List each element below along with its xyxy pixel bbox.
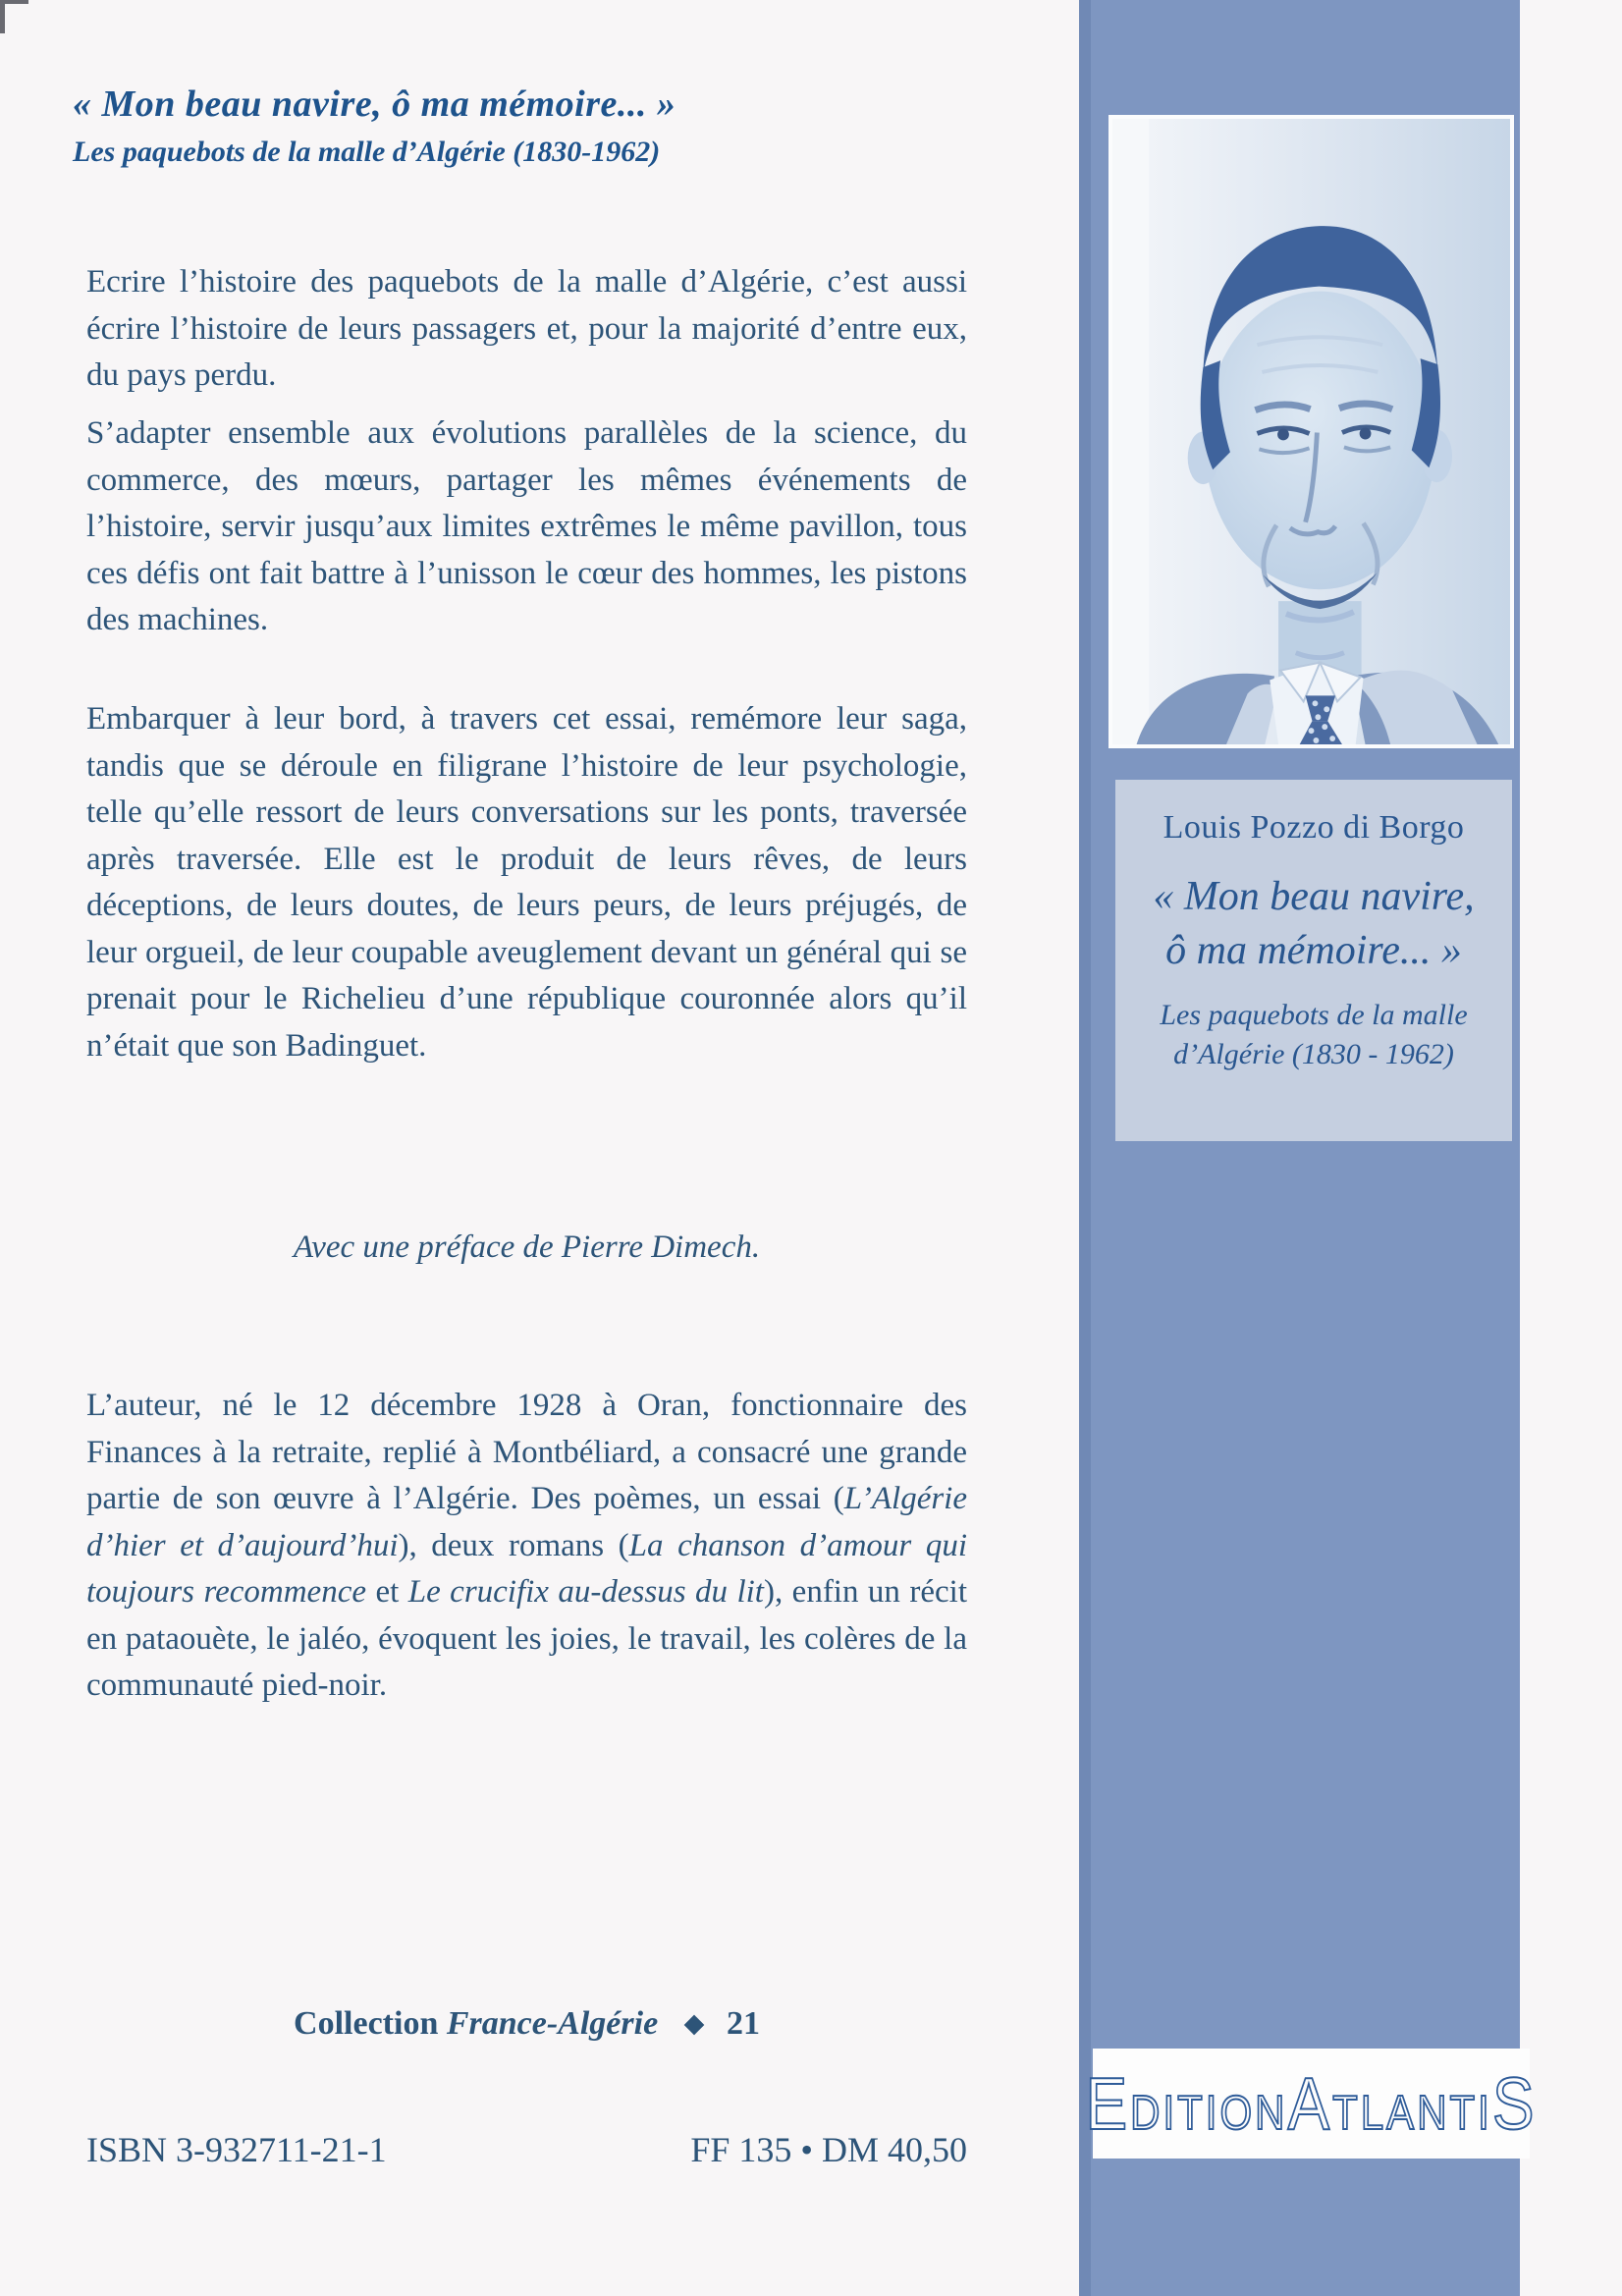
collection-line bbox=[86, 2005, 967, 2043]
diamond-icon: ◆ bbox=[683, 2008, 705, 2039]
sidebar-title-panel bbox=[1115, 780, 1512, 1141]
bottom-row bbox=[86, 2129, 967, 2170]
isbn: ISBN 3-932711-21-1 bbox=[86, 2130, 387, 2169]
collection-number: 21 bbox=[726, 2005, 760, 2042]
collection-series-name: France-Algérie bbox=[446, 2005, 659, 2042]
sidebar-title-line2: ô ma mémoire... » bbox=[1165, 928, 1462, 973]
blurb-paragraph-3: Embarquer à leur bord, à travers cet essai, remémore leur saga, tandis que se déroule en filigrane l’histoire de leur psychologie, telle qu’elle ressort de leurs conversations sur les ponts, traversée après traversée. Elle est le produit de leurs rêves, de leurs déceptions, de leurs doutes, de leurs peurs, de leurs préjugés, de leur orgueil, de leur coupable aveuglement devant un général qui se prenait pour le Richelieu d’une république couronnée alors qu’il n’était que son Badinguet. bbox=[86, 701, 967, 1064]
blurb-paragraph-2: S’adapter ensemble aux évolutions parallèles de la science, du commerce, des mœurs, partager les mêmes événements de l’histoire, servir jusqu’aux limites extrêmes le même pavillon, tous ces défis ont fait battre à l’unisson le cœur des hommes, les pistons des machines. bbox=[86, 415, 967, 637]
blurb-paragraph-1: Ecrire l’histoire des paquebots de la malle d’Algérie, c’est aussi écrire l’histoire de leurs passagers et, pour la majorité d’entre eux, du pays perdu. bbox=[86, 264, 967, 393]
author-portrait bbox=[1112, 119, 1510, 744]
publisher-logo-box bbox=[1085, 2049, 1538, 2159]
sidebar-subtitle-line1: Les paquebots de la malle bbox=[1160, 999, 1468, 1031]
preface-note: Avec une préface de Pierre Dimech. bbox=[293, 1230, 761, 1265]
scan-corner-mark bbox=[0, 0, 28, 33]
author-bio: L’auteur, né le 12 décembre 1928 à Oran, fonctionnaire des Finances à la retraite, replié à Montbéliard, a consacré une grande partie de son œuvre à l’Algérie. Des poèmes, un essai (L’Algérie d’hier et d’aujourd’hui), deux romans (La chanson d’amour qui toujours recommence et Le crucifix au-dessus du lit), enfin un récit en pataouète, le jaléo, évoquent les joies, le travail, les colères de la communauté pied-noir. bbox=[86, 1388, 967, 1703]
sidebar-book-subtitle bbox=[1115, 996, 1512, 1074]
sidebar-book-title bbox=[1115, 870, 1512, 978]
sidebar-subtitle-line2: d’Algérie (1830 - 1962) bbox=[1173, 1038, 1454, 1070]
collection-label: Collection bbox=[294, 2005, 439, 2042]
sidebar-author-name: Louis Pozzo di Borgo bbox=[1162, 809, 1465, 846]
price: FF 135 • DM 40,50 bbox=[690, 2130, 967, 2169]
sidebar-title-line1: « Mon beau navire, bbox=[1153, 874, 1475, 919]
author-photo-frame bbox=[1108, 115, 1514, 748]
book-title: « Mon beau navire, ô ma mémoire... » bbox=[73, 83, 676, 125]
book-subtitle: Les paquebots de la malle d’Algérie (1830-1962) bbox=[73, 136, 661, 168]
publisher-logo: EDITIONATLANTIS bbox=[1085, 2061, 1538, 2146]
